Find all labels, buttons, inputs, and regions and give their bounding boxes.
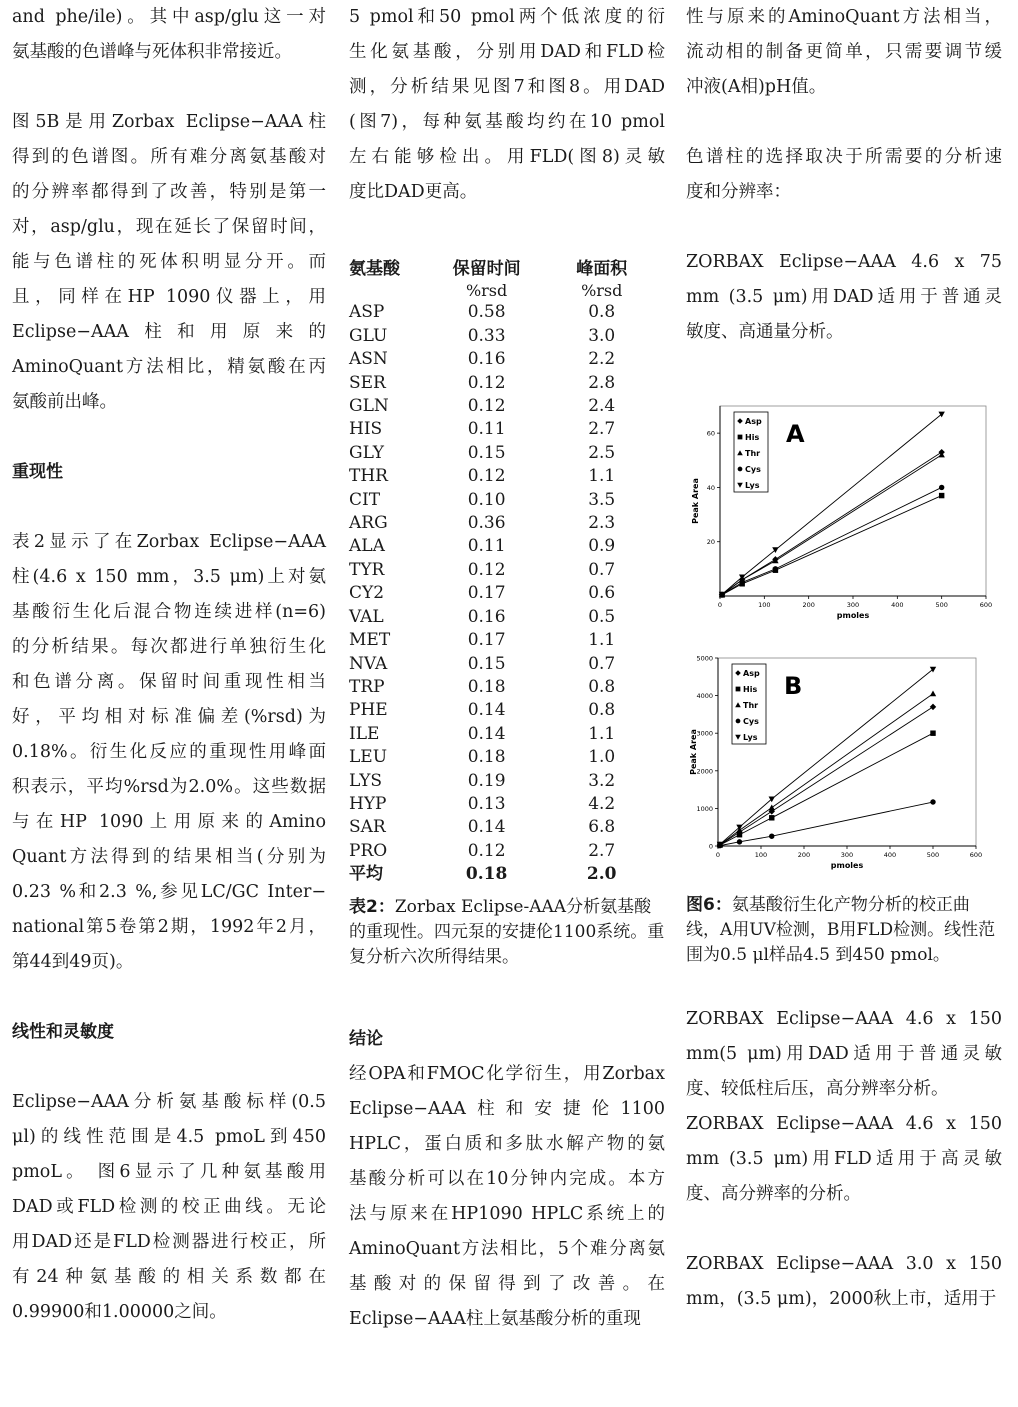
heading-linearity: 线性和灵敏度	[12, 1022, 114, 1042]
cell-area-rsd: 6.8	[588, 817, 616, 838]
cell-retention-rsd: 0.10	[467, 489, 506, 510]
paragraph-column-150mm-35um	[686, 1107, 1002, 1212]
x-tick-label: 400	[891, 601, 904, 609]
cell-retention-rsd: 0.17	[467, 630, 506, 651]
x-tick-label: 100	[758, 601, 771, 609]
legend-item-asp: Asp	[743, 669, 760, 678]
cell-amino-acid: GLN	[349, 396, 389, 417]
table-row	[349, 653, 665, 676]
calibration-chart-b-svg	[686, 650, 998, 880]
cell-area-rsd: 0.8	[588, 302, 616, 323]
text-line: 的分析结果。每次都进行单独衍生化	[12, 637, 326, 657]
calibration-chart-b	[686, 650, 998, 884]
cell-amino-acid: LYS	[349, 770, 383, 791]
cell-area-rsd: 2.7	[588, 419, 616, 440]
header-amino-acid: 氨基酸	[349, 259, 400, 279]
cell-retention-rsd: 0.16	[467, 349, 506, 370]
text-line: 0.18%。衍生化反应的重现性用峰面	[12, 742, 326, 762]
cell-amino-acid: THR	[349, 466, 388, 487]
text-line: Eclipse−AAA柱上氨基酸分析的重现	[349, 1308, 641, 1329]
cell-area-rsd: 2.5	[588, 442, 616, 463]
subheader-area-rsd: %rsd	[581, 281, 623, 301]
cell-amino-acid: NVA	[349, 653, 388, 674]
marker-circle	[769, 834, 774, 839]
table-row	[349, 465, 665, 488]
cell-area-rsd: 0.9	[588, 536, 616, 557]
y-tick-label: 40	[706, 483, 715, 492]
cell-retention-rsd: 0.18	[467, 747, 506, 768]
text-line: μl)的线性范围是4.5 pmoL到450	[12, 1127, 326, 1147]
marker-square	[736, 687, 741, 692]
table-row	[349, 559, 665, 582]
cell-amino-acid: PHE	[349, 700, 388, 721]
cell-amino-acid: SER	[349, 372, 386, 393]
marker-square	[737, 832, 742, 837]
cell-retention-rsd: 0.58	[467, 302, 506, 323]
cell-amino-acid: CY2	[349, 583, 385, 604]
text-line: Eclipse−AAA柱和安捷伦1100	[349, 1098, 665, 1119]
cell-average-area: 2.0	[586, 864, 617, 885]
table-row	[349, 606, 665, 629]
y-tick-label: 4000	[696, 692, 713, 701]
cell-area-rsd: 3.2	[588, 770, 616, 791]
heading-conclusion: 结论	[349, 1028, 383, 1049]
text-line: 冲液(A相)pH值。	[686, 77, 827, 97]
table-row	[349, 512, 665, 535]
series-his	[717, 730, 936, 847]
cell-amino-acid: HYP	[349, 793, 387, 814]
cell-retention-rsd: 0.36	[467, 513, 506, 534]
table-row	[349, 699, 665, 722]
text-line: Eclipse−AAA柱和用原来的	[12, 322, 326, 342]
cell-retention-rsd: 0.11	[467, 419, 506, 440]
legend-item-cys: Cys	[743, 717, 759, 726]
x-tick-label: 200	[797, 851, 811, 859]
subheader-blank	[349, 281, 435, 301]
cell-amino-acid: GLY	[349, 442, 385, 463]
text-line: 敏度、高通量分析。	[686, 322, 844, 342]
calibration-chart-a-svg	[690, 398, 1000, 630]
text-line: 得到的色谱图。所有难分离氨基酸对	[12, 147, 326, 167]
text-line: mm(5 μm)用DAD适用于普通灵敏	[686, 1044, 1002, 1064]
paragraph-reproducibility	[12, 525, 326, 980]
figure-caption-label: 图6：	[686, 895, 732, 915]
column-3-lower	[686, 893, 1002, 1317]
y-axis-label: Peak Area	[689, 729, 698, 775]
x-tick-label: 200	[802, 601, 815, 609]
cell-retention-rsd: 0.18	[467, 676, 506, 697]
table-row	[349, 535, 665, 558]
cell-retention-rsd: 0.12	[467, 466, 506, 487]
text-line: 度、较低柱后压，高分辨率分析。	[686, 1079, 949, 1099]
cell-area-rsd: 3.0	[588, 325, 616, 346]
cell-retention-rsd: 0.12	[467, 396, 506, 417]
column-2	[349, 0, 665, 1337]
paragraph-conclusion	[349, 1057, 665, 1337]
legend-item-his: His	[743, 685, 758, 694]
legend	[732, 664, 766, 744]
text-line: 的分辨率都得到了改善，特别是第一	[12, 182, 326, 202]
y-tick-label: 20	[706, 538, 715, 547]
paragraph-column-150mm-5um	[686, 1002, 1002, 1107]
cell-retention-rsd: 0.15	[467, 653, 506, 674]
cell-area-rsd: 1.1	[588, 630, 616, 651]
cell-amino-acid: MET	[349, 630, 391, 651]
marker-circle	[930, 799, 935, 804]
text-line: 基酸对的保留得到了改善。在	[349, 1273, 665, 1294]
cell-area-rsd: 2.7	[588, 840, 616, 861]
y-tick-label: 2000	[696, 767, 713, 776]
cell-amino-acid: TRP	[349, 676, 385, 697]
cell-amino-acid: CIT	[349, 489, 381, 510]
reproducibility-table	[349, 258, 665, 887]
text-line: 用DAD还是FLD检测器进行校正，所	[12, 1232, 326, 1252]
panel-label: A	[786, 420, 805, 448]
text-line: 与在HP 1090上用原来的Amino	[12, 812, 326, 832]
marker-circle	[736, 719, 741, 724]
cell-retention-rsd: 0.17	[467, 583, 506, 604]
header-peak-area: 峰面积	[576, 259, 628, 279]
x-tick-label: 500	[935, 601, 948, 609]
column-3	[686, 0, 1002, 350]
paragraph-column-75mm	[686, 245, 1002, 350]
text-line: 生化氨基酸，分别用DAD和FLD检	[349, 42, 665, 62]
text-line: 色谱柱的选择取决于所需要的分析速	[686, 147, 1002, 167]
panel-label: B	[784, 672, 803, 700]
paragraph-conclusion-cont	[686, 0, 1002, 105]
text-line: AminoQuant方法相比，精氨酸在丙	[12, 357, 326, 377]
legend-item-thr: Thr	[743, 701, 759, 710]
cell-retention-rsd: 0.16	[467, 606, 506, 627]
cell-retention-rsd: 0.15	[467, 442, 506, 463]
cell-amino-acid: ILE	[349, 723, 380, 744]
text-line: 对，asp/glu，现在延长了保留时间，	[12, 217, 326, 237]
text-line: 性与原来的AminoQuant方法相当，	[686, 7, 1002, 27]
legend-item-cys: Cys	[745, 465, 761, 474]
text-line: national第5卷第2期，1992年2月，	[12, 917, 326, 937]
cell-area-rsd: 0.7	[588, 559, 616, 580]
text-line: 测，分析结果见图7和图8。用DAD	[349, 77, 665, 97]
series-cys	[717, 799, 936, 848]
text-line: 且，同样在HP 1090仪器上，用	[12, 287, 326, 307]
table-row	[349, 676, 665, 699]
text-line: 柱(4.6 x 150 mm，3.5 μm)上对氨	[12, 567, 326, 587]
table-row	[349, 348, 665, 371]
table-row	[349, 489, 665, 512]
cell-area-rsd: 1.1	[588, 466, 616, 487]
text-line: 能与色谱柱的死体积明显分开。而	[12, 252, 326, 272]
cell-area-rsd: 2.2	[588, 349, 616, 370]
text-line: (图7)，每种氨基酸均约在10 pmol	[349, 112, 665, 132]
table-caption-text: Zorbax Eclipse-AAA分析氨基酸的重现性。四元泵的安捷伦1100系统。重复分析六次所得结果。	[349, 896, 665, 967]
text-line: pmoL。 图6显示了几种氨基酸用	[12, 1162, 326, 1182]
marker-square	[738, 435, 743, 440]
marker-square	[930, 730, 935, 735]
cell-retention-rsd: 0.13	[467, 793, 506, 814]
y-tick-label: 60	[706, 429, 715, 438]
table-row	[349, 816, 665, 839]
cell-area-rsd: 3.5	[588, 489, 616, 510]
legend-item-thr: Thr	[745, 449, 761, 458]
cell-retention-rsd: 0.19	[467, 770, 506, 791]
marker-circle	[939, 485, 944, 490]
marker-circle	[737, 839, 742, 844]
y-tick-label: 0	[708, 842, 713, 851]
text-line: 基酸衍生化后混合物连续进样(n=6)	[12, 602, 326, 622]
table-row	[349, 723, 665, 746]
cell-retention-rsd: 0.12	[467, 372, 506, 393]
series-cys	[719, 485, 944, 598]
text-line: mm (3.5 μm)用DAD适用于普通灵	[686, 287, 1002, 307]
text-line: 左右能够检出。用FLD(图8)灵敏	[349, 147, 665, 167]
text-line: ZORBAX Eclipse−AAA 3.0 x 150	[686, 1254, 1002, 1274]
table-row	[349, 629, 665, 652]
cell-amino-acid: GLU	[349, 325, 388, 346]
text-line: 图5B是用Zorbax Eclipse−AAA柱	[12, 112, 326, 132]
text-line: AminoQuant方法相比，5个难分离氨	[349, 1238, 665, 1259]
marker-circle	[739, 580, 744, 585]
marker-circle	[738, 467, 743, 472]
text-line: 0.99900和1.00000之间。	[12, 1302, 227, 1322]
text-line: 经OPA和FMOC化学衍生，用Zorbax	[349, 1063, 665, 1084]
cell-retention-rsd: 0.14	[467, 700, 506, 721]
text-line: 好，平均相对标准偏差(%rsd)为	[12, 707, 326, 727]
text-line: DAD或FLD检测的校正曲线。无论	[12, 1197, 326, 1217]
series-line	[722, 496, 942, 595]
table-row	[349, 840, 665, 863]
text-line: 0.23 %和2.3 %,参见LC/GC Inter−	[12, 882, 326, 902]
text-line: 第44到49页)。	[12, 952, 134, 972]
text-line: and phe/ile)。其中asp/glu这一对	[12, 7, 326, 27]
text-line: 5 pmol和50 pmol两个低浓度的衍	[349, 7, 665, 27]
x-tick-label: 0	[717, 601, 723, 609]
cell-amino-acid: LEU	[349, 747, 388, 768]
text-line: 度、高分辨率的分析。	[686, 1184, 861, 1204]
cell-area-rsd: 2.3	[588, 513, 616, 534]
marker-square	[769, 815, 774, 820]
cell-amino-acid: ASN	[349, 349, 388, 370]
cell-retention-rsd: 0.12	[467, 840, 506, 861]
paragraph-intro-end	[12, 0, 326, 70]
cell-area-rsd: 0.5	[588, 606, 616, 627]
cell-area-rsd: 2.8	[588, 372, 616, 393]
legend	[734, 412, 768, 492]
table-caption-label: 表2：	[349, 896, 395, 917]
paragraph-column-choice	[686, 140, 1002, 210]
x-tick-label: 300	[840, 851, 854, 859]
table-row	[349, 395, 665, 418]
marker-circle	[773, 566, 778, 571]
cell-area-rsd: 2.4	[588, 396, 616, 417]
cell-retention-rsd: 0.14	[467, 817, 506, 838]
cell-amino-acid: TYR	[349, 559, 385, 580]
x-tick-label: 100	[754, 851, 768, 859]
cell-retention-rsd: 0.14	[467, 723, 506, 744]
text-line: 度和分辨率：	[686, 182, 791, 202]
text-line: 氨基酸的色谱峰与死体积非常接近。	[12, 42, 292, 62]
x-tick-label: 0	[715, 851, 721, 859]
cell-area-rsd: 0.8	[588, 676, 616, 697]
y-tick-label: 1000	[696, 804, 713, 813]
cell-retention-rsd: 0.11	[467, 536, 506, 557]
calibration-chart-a	[690, 398, 1000, 634]
text-line: HPLC，蛋白质和多肽水解产物的氨	[349, 1133, 665, 1154]
paragraph-fig5b	[12, 105, 326, 420]
cell-area-rsd: 1.0	[588, 747, 616, 768]
text-line: 度比DAD更高。	[349, 182, 478, 202]
table-header-row	[349, 258, 665, 281]
subheader-rt-rsd: %rsd	[465, 281, 508, 301]
paragraph-sensitivity	[349, 0, 665, 210]
series-line	[720, 733, 933, 845]
y-tick-label: 3000	[696, 729, 713, 738]
x-axis-label: pmoles	[836, 611, 870, 620]
legend-item-his: His	[745, 433, 760, 442]
text-line: 流动相的制备更简单，只需要调节缓	[686, 42, 1002, 62]
text-line: ZORBAX Eclipse−AAA 4.6 x 150	[686, 1114, 1002, 1134]
x-tick-label: 400	[883, 851, 897, 859]
text-line: Eclipse−AAA分析氨基酸标样(0.5	[12, 1092, 326, 1112]
table-row	[349, 746, 665, 769]
text-line: 法与原来在HP1090 HPLC系统上的	[349, 1203, 665, 1224]
marker-diamond	[930, 704, 936, 710]
header-retention-time: 保留时间	[452, 259, 521, 279]
marker-triangle-up	[769, 804, 775, 810]
table-row	[349, 770, 665, 793]
cell-retention-rsd: 0.33	[467, 325, 506, 346]
heading-reproducibility: 重现性	[12, 462, 63, 482]
table-row	[349, 301, 665, 324]
table-body	[349, 301, 665, 886]
x-tick-label: 600	[969, 851, 983, 859]
cell-amino-acid: ALA	[349, 536, 385, 557]
y-tick-label: 5000	[696, 654, 713, 663]
cell-area-rsd: 0.7	[588, 653, 616, 674]
text-line: ZORBAX Eclipse−AAA 4.6 x 150	[686, 1009, 1002, 1029]
text-line: 有24种氨基酸的相关系数都在	[12, 1267, 326, 1287]
text-line: 和色谱分离。保留时间重现性相当	[12, 672, 326, 692]
text-line: mm (3.5 μm)用FLD适用于高灵敏	[686, 1149, 1002, 1169]
table-row	[349, 418, 665, 441]
table-row	[349, 325, 665, 348]
cell-amino-acid: HIS	[349, 419, 383, 440]
table-subheader-row	[349, 281, 665, 301]
table-row	[349, 372, 665, 395]
cell-amino-acid: ASP	[349, 302, 385, 323]
y-axis-label: Peak Area	[691, 478, 700, 524]
table-row	[349, 793, 665, 816]
cell-area-rsd: 1.1	[588, 723, 616, 744]
paragraph-column-30mm	[686, 1247, 1002, 1317]
cell-average-rt: 0.18	[465, 864, 508, 885]
figure-caption-text: 氨基酸衍生化产物分析的校正曲线，A用UV检测，B用FLD检测。线性范围为0.5 μl样品4.5 到450 pmol。	[686, 895, 996, 965]
series-his	[719, 493, 944, 598]
cell-amino-acid: PRO	[349, 840, 388, 861]
table-row-average	[349, 863, 665, 886]
cell-average-label: 平均	[349, 864, 383, 885]
x-tick-label: 500	[926, 851, 940, 859]
cell-amino-acid: SAR	[349, 817, 386, 838]
cell-area-rsd: 0.6	[588, 583, 616, 604]
legend-item-lys: Lys	[743, 733, 758, 742]
marker-square	[939, 493, 944, 498]
text-line: 表2显示了在Zorbax Eclipse−AAA	[12, 532, 326, 552]
cell-retention-rsd: 0.12	[467, 559, 506, 580]
text-line: 积表示，平均%rsd为2.0%。这些数据	[12, 777, 326, 797]
cell-area-rsd: 4.2	[588, 793, 616, 814]
paragraph-linearity	[12, 1085, 326, 1330]
x-tick-label: 300	[846, 601, 860, 609]
table-row	[349, 582, 665, 605]
cell-amino-acid: VAL	[349, 606, 384, 627]
x-tick-label: 600	[979, 601, 993, 609]
text-line: mm，(3.5 μm)，2000秋上市，适用于	[686, 1289, 997, 1309]
table-row	[349, 442, 665, 465]
column-1	[12, 0, 326, 1330]
table-caption	[349, 895, 665, 970]
text-line: Quant方法得到的结果相当(分别为	[12, 847, 326, 867]
text-line: ZORBAX Eclipse−AAA 4.6 x 75	[686, 252, 1002, 272]
legend-item-asp: Asp	[745, 417, 762, 426]
cell-amino-acid: ARG	[349, 513, 388, 534]
figure-caption	[686, 893, 1002, 968]
text-line: 氨酸前出峰。	[12, 392, 117, 412]
cell-area-rsd: 0.8	[588, 700, 616, 721]
text-line: 基酸分析可以在10分钟内完成。本方	[349, 1168, 665, 1189]
x-axis-label: pmoles	[830, 861, 864, 870]
legend-item-lys: Lys	[745, 481, 760, 490]
marker-triangle-up	[930, 691, 936, 697]
